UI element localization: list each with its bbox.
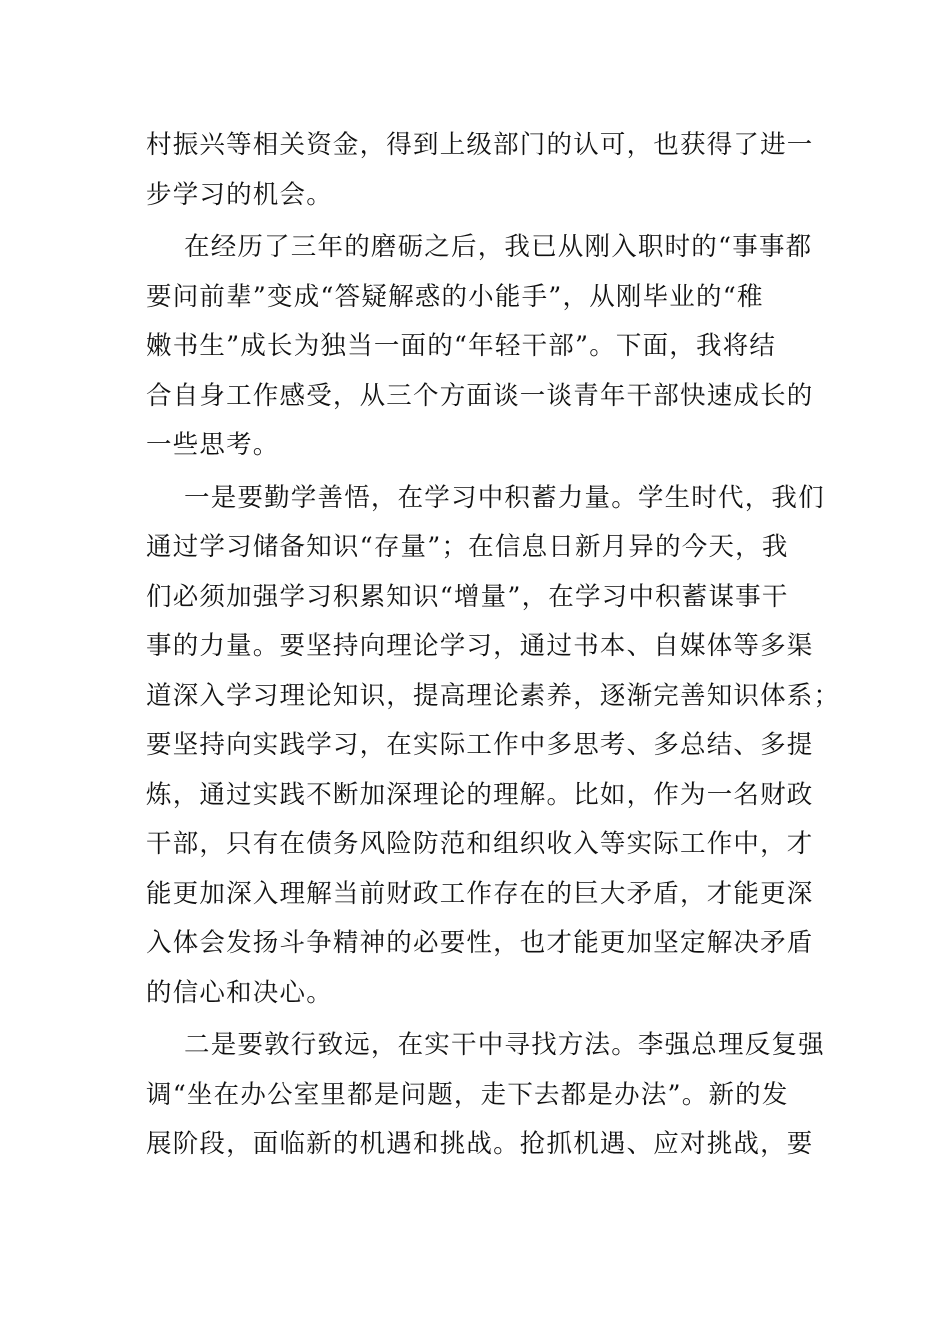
paragraph-start-line: 一是要勤学善悟，在学习中积蓄力量。学生时代，我们: [184, 482, 825, 513]
paragraph-start-line: 二是要敦行致远，在实干中寻找方法。李强总理反复强: [184, 1030, 825, 1060]
text-line: 通过学习储备知识“存量”；在信息日新月异的今天，我: [146, 532, 789, 562]
text-line: 道深入学习理论知识，提高理论素养，逐渐完善知识体系；: [146, 680, 841, 711]
text-line: 村振兴等相关资金，得到上级部门的认可，也获得了进一: [146, 130, 814, 160]
text-line: 展阶段，面临新的机遇和挑战。抢抓机遇、应对挑战，要: [146, 1129, 814, 1159]
paragraph-start-line: 在经历了三年的磨砺之后，我已从刚入职时的“事事都: [184, 232, 813, 262]
text-line: 的信心和决心。: [146, 977, 333, 1008]
text-line: 入体会发扬斗争精神的必要性，也才能更加坚定解决矛盾: [146, 928, 814, 958]
text-line: 们必须加强学习积累知识“增量”，在学习中积蓄谋事干: [146, 581, 789, 612]
text-line: 步学习的机会。: [146, 179, 333, 210]
text-line: 调“坐在办公室里都是问题，走下去都是办法”。新的发: [146, 1079, 789, 1110]
text-line: 炼，通过实践不断加深理论的理解。比如，作为一名财政: [146, 779, 814, 810]
text-line: 合自身工作感受，从三个方面谈一谈青年干部快速成长的: [146, 380, 814, 411]
text-line: 要坚持向实践学习，在实际工作中多思考、多总结、多提: [146, 730, 814, 760]
text-line: 能更加深入理解当前财政工作存在的巨大矛盾，才能更深: [146, 878, 814, 909]
body-text: [146, 121, 841, 1170]
text-line: 事的力量。要坚持向理论学习，通过书本、自媒体等多渠: [146, 631, 814, 661]
text-line: 嫩书生”成长为独当一面的“年轻干部”。下面，我将结: [146, 331, 777, 361]
text-line: 一些思考。: [146, 430, 280, 460]
text-line: 要问前辈”变成“答疑解惑的小能手”，从刚毕业的“稚: [146, 281, 764, 312]
text-line: 干部，只有在债务风险防范和组织收入等实际工作中，才: [146, 829, 814, 859]
